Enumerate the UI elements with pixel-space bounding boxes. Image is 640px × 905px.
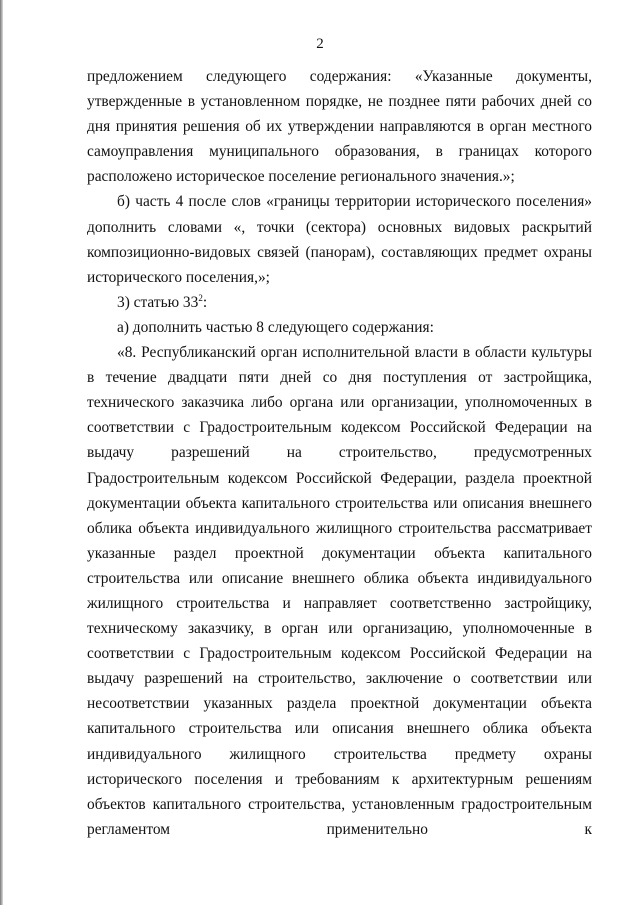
paragraph-continuation: предложением следующего содержания: «Указанные документы, утвержденные в установленном порядке, не позднее пяти рабочих дней со дня принятия решения об их утверждении направляются в орган местного самоуправления муниципального образования, в границах которого расположено историческое поселение регионального значения.»; bbox=[87, 68, 592, 186]
paragraph-part-8: «8. Республиканский орган исполнительной власти в области культуры в течение двадцати пяти дней со дня поступления от застройщика, технического заказчика либо органа или организации, уполномоченных в соответствии с Градостроительным кодексом Российской Федерации на выдачу разрешений на строительство, предусмотренных Градостроительным кодексом Российской Федерации, раздела проектной документации объекта капитального строительства или описания внешнего облика объекта индивидуального жилищного строительства рассматривает указанные раздел проектной документации объекта капитального строительства или описание внешнего облика объекта индивидуального жилищного строительства и направляет соответственно застройщику, техническому заказчику, в орган или организацию, уполномоченные в соответствии с Градостроительным кодексом Российской Федерации на выдачу разрешений на строительство, заключение о соответствии или несоответствии указанных раздела проектной документации объекта капитального строительства или описания внешнего облика объекта индивидуального жилищного строительства предмету охраны исторического поселения и требованиям к архитектурным решениям объектов капитального строительства, установленным градостроительным регламентом применительно к bbox=[87, 344, 592, 838]
page-number: 2 bbox=[316, 36, 324, 52]
paragraph-item-3 bbox=[87, 290, 592, 315]
paragraph-item-b: б) часть 4 после слов «границы территории исторического поселения» дополнить словами «, точки (сектора) основных видовых раскрытий композиционно-видовых связей (панорам), составляющих предмет охраны исторического поселения,»; bbox=[87, 193, 592, 286]
document-body bbox=[87, 64, 592, 842]
article-superscript: 2 bbox=[198, 292, 203, 303]
scan-edge bbox=[0, 0, 3, 905]
item-3-text: 3) статью 33 bbox=[117, 293, 199, 311]
item-3-colon: : bbox=[202, 293, 208, 311]
paragraph-item-a: а) дополнить частью 8 следующего содержания: bbox=[117, 318, 434, 336]
